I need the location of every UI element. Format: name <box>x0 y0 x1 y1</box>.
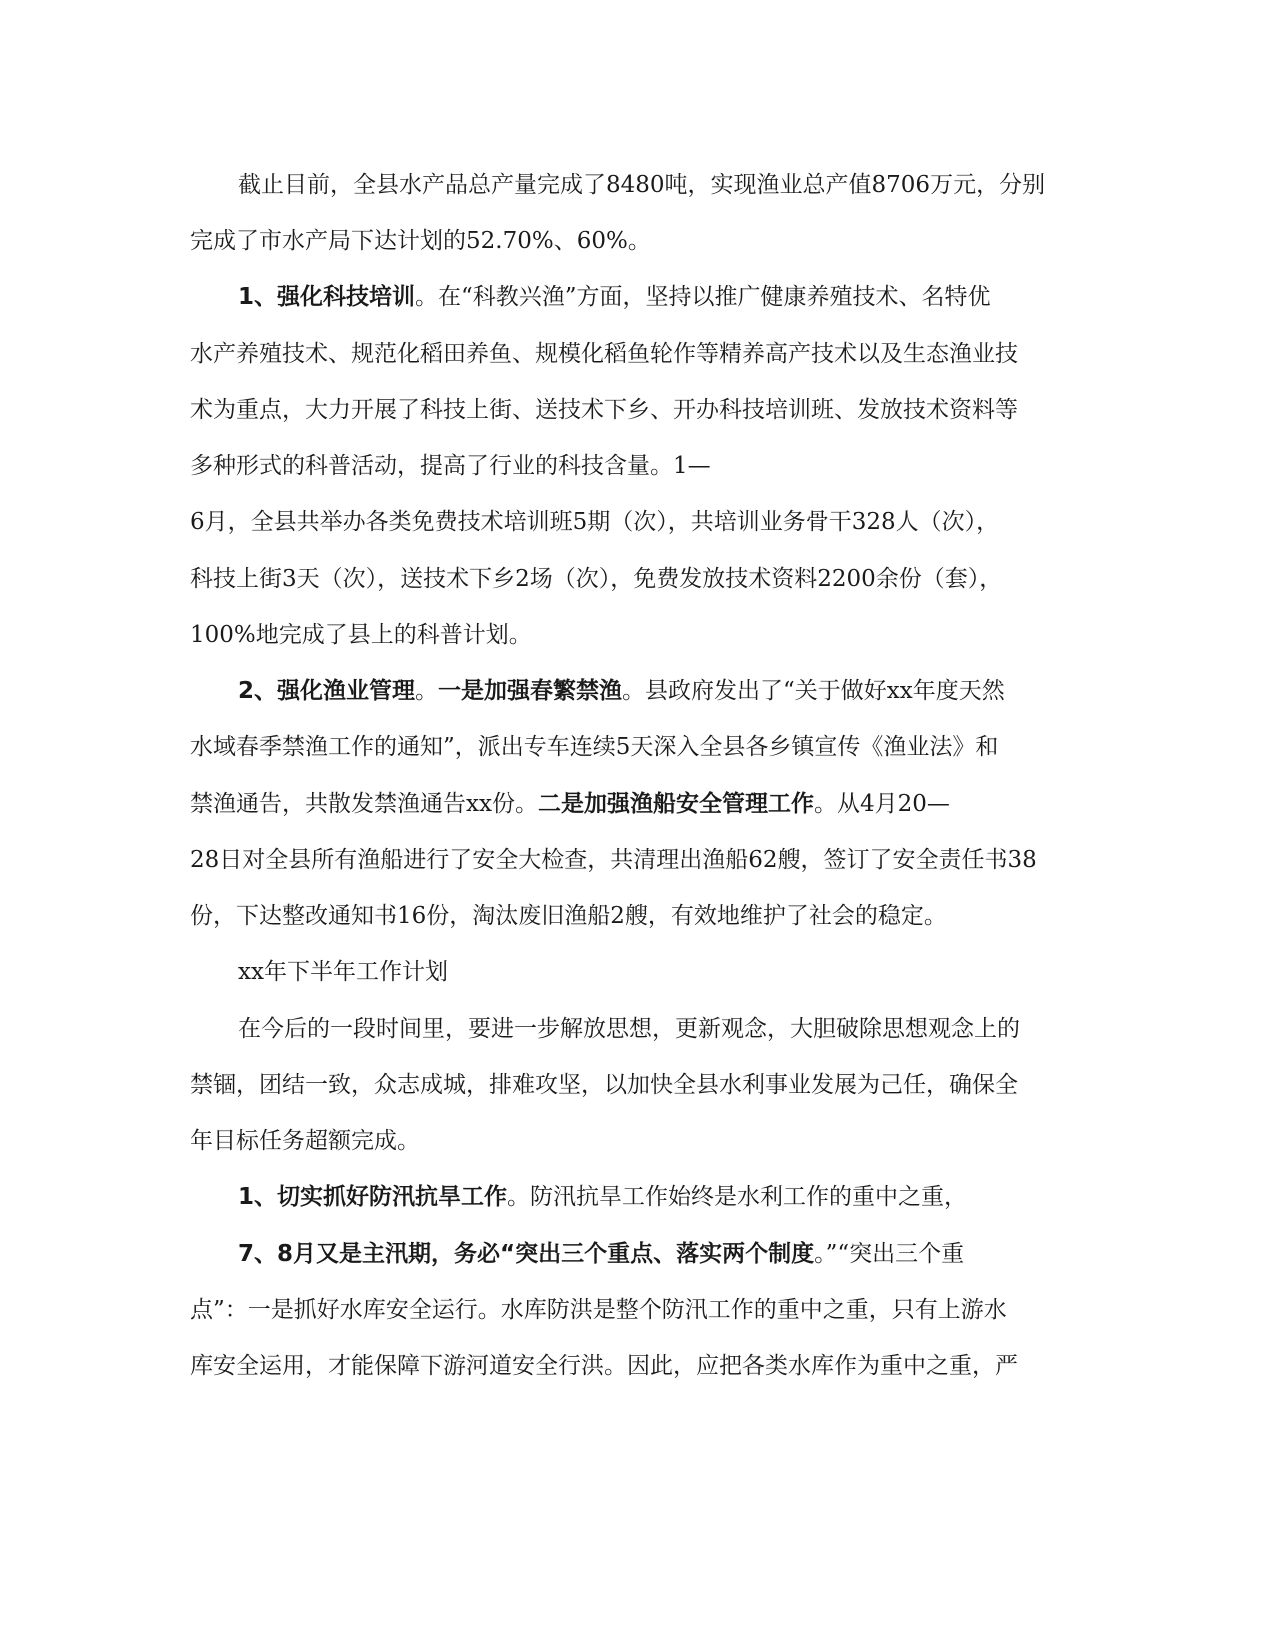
body-text: 科技上街3天（次），送技术下乡2场（次），免费发放技术资料2200余份（套）， <box>190 566 1003 592</box>
text-line <box>238 1009 1020 1049</box>
body-text: 。防汛抗旱工作始终是水利工作的重中之重， <box>507 1184 968 1210</box>
bold-text: 1、强化科技培训 <box>238 284 416 310</box>
body-text: 禁锢，团结一致，众志成城，排难攻坚，以加快全县水利事业发展为己任，确保全 <box>190 1072 1018 1098</box>
text-line <box>190 840 1037 880</box>
text-line <box>190 1290 1007 1330</box>
text-line <box>190 896 947 936</box>
body-text: 禁渔通告，共散发禁渔通告xx份。 <box>190 791 538 817</box>
bold-text: 二是加强渔船安全管理工作 <box>537 791 814 817</box>
body-text: 28日对全县所有渔船进行了安全大检查，共清理出渔船62艘，签订了安全责任书38 <box>190 847 1037 873</box>
text-line <box>190 334 1018 374</box>
body-text: 库安全运用，才能保障下游河道安全行洪。因此，应把各类水库作为重中之重，严 <box>190 1353 1018 1379</box>
body-text: 6月，全县共举办各类免费技术培训班5期（次），共培训业务骨干328人（次）， <box>190 509 1000 535</box>
text-line <box>190 502 999 542</box>
body-text: 完成了市水产局下达计划的52.70%、60%。 <box>190 228 651 254</box>
bold-text: 1、切实抓好防汛抗旱工作 <box>238 1184 508 1210</box>
body-text: 。”“突出三个重 <box>814 1241 965 1267</box>
body-text: 年目标任务超额完成。 <box>190 1128 420 1154</box>
text-line <box>238 1234 964 1274</box>
body-text: 。县政府发出了“关于做好xx年度天然 <box>622 678 1005 704</box>
body-text: 点”：一是抓好水库安全运行。水库防洪是整个防汛工作的重中之重，只有上游水 <box>190 1297 1007 1323</box>
body-text: 。 <box>415 678 439 704</box>
text-line <box>238 671 1005 711</box>
text-line <box>238 952 448 992</box>
body-text: 在今后的一段时间里，要进一步解放思想，更新观念，大胆破除思想观念上的 <box>238 1016 1020 1042</box>
text-line <box>190 446 711 486</box>
body-text: 。在“科教兴渔”方面，坚持以推广健康养殖技术、名特优 <box>415 284 991 310</box>
text-line <box>238 165 1045 205</box>
body-text: 水域春季禁渔工作的通知”，派出专车连续5天深入全县各乡镇宣传《渔业法》和 <box>190 734 999 760</box>
body-text: 100%地完成了县上的科普计划。 <box>190 622 532 648</box>
text-line <box>190 1121 420 1161</box>
body-text: 截止目前，全县水产品总产量完成了8480吨，实现渔业总产值8706万元，分别 <box>238 172 1046 198</box>
text-line <box>190 1065 1018 1105</box>
body-text: 术为重点，大力开展了科技上街、送技术下乡、开办科技培训班、发放技术资料等 <box>190 397 1018 423</box>
text-line <box>238 277 991 317</box>
bold-text: 7、8月又是主汛期，务必“突出三个重点、落实两个制度 <box>238 1241 815 1267</box>
text-line <box>190 727 998 767</box>
text-line <box>190 221 651 261</box>
body-text: xx年下半年工作计划 <box>238 959 448 985</box>
bold-text: 一是加强春繁禁渔 <box>438 678 623 704</box>
body-text: 份，下达整改通知书16份，淘汰废旧渔船2艘，有效地维护了社会的稳定。 <box>190 903 947 929</box>
body-text: 。从4月20— <box>813 791 950 817</box>
text-line <box>190 559 1002 599</box>
text-line <box>190 615 532 655</box>
text-line <box>190 784 950 824</box>
bold-text: 2、强化渔业管理 <box>238 678 416 704</box>
text-line <box>238 1177 967 1217</box>
text-line <box>190 390 1018 430</box>
text-line <box>190 1346 1018 1386</box>
body-text: 水产养殖技术、规范化稻田养鱼、规模化稻鱼轮作等精养高产技术以及生态渔业技 <box>190 341 1018 367</box>
body-text: 多种形式的科普活动，提高了行业的科技含量。1— <box>190 453 711 479</box>
